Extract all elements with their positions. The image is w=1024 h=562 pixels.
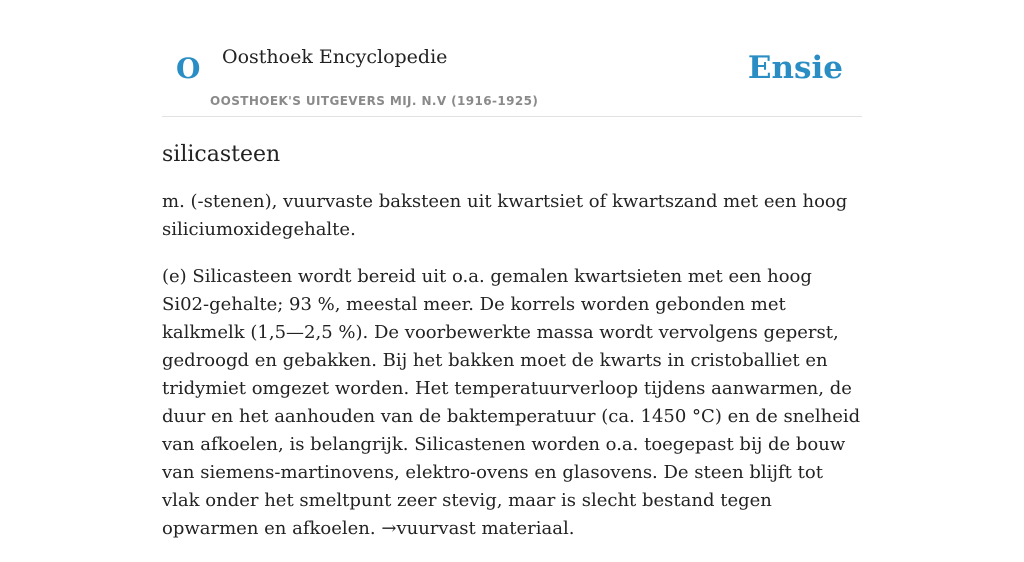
entry-body-text: (e) Silicasteen wordt bereid uit o.a. gemalen kwartsieten met een hoog Si02-gehalte; 93 %, meestal meer. De korrels worden gebonden met kalkmelk (1,5—2,5 %). De voorbewerkte massa wordt vervolgens geperst, gedroogd en gebakken. Bij het bakken moet de kwarts in cristoballiet en tridymiet omgezet worden. Het temperatuurverloop tijdens aanwarmen, de duur en het aanhouden van de baktemperatuur (ca. 1450 °C) en de snelheid van afkoelen, is belangrijk. Silicastenen worden o.a. toegepast bij de bouw van siemens-martinovens, elektro-ovens en glasovens. De steen blijft tot vlak onder het smeltpunt zeer stevig, maar is slecht bestand tegen opwarmen en afkoelen. bbox=[162, 266, 861, 539]
entry-title: silicasteen bbox=[162, 142, 281, 167]
entry-body bbox=[162, 263, 862, 543]
cross-reference-link[interactable]: →vuurvast materiaal. bbox=[381, 518, 575, 539]
site-title-link[interactable]: Oosthoek Encyclopedie bbox=[222, 46, 448, 68]
brand-logo-link[interactable]: Ensie bbox=[747, 50, 843, 86]
entry-content bbox=[162, 138, 862, 562]
publisher-subtitle: OOSTHOEK'S UITGEVERS MIJ. N.V (1916-1925) bbox=[210, 94, 539, 108]
logo-link[interactable]: O bbox=[176, 52, 201, 85]
site-header bbox=[162, 0, 862, 117]
entry-definition: m. (-stenen), vuurvaste baksteen uit kwartsiet of kwartszand met een hoog siliciumoxidegehalte. bbox=[162, 191, 848, 240]
